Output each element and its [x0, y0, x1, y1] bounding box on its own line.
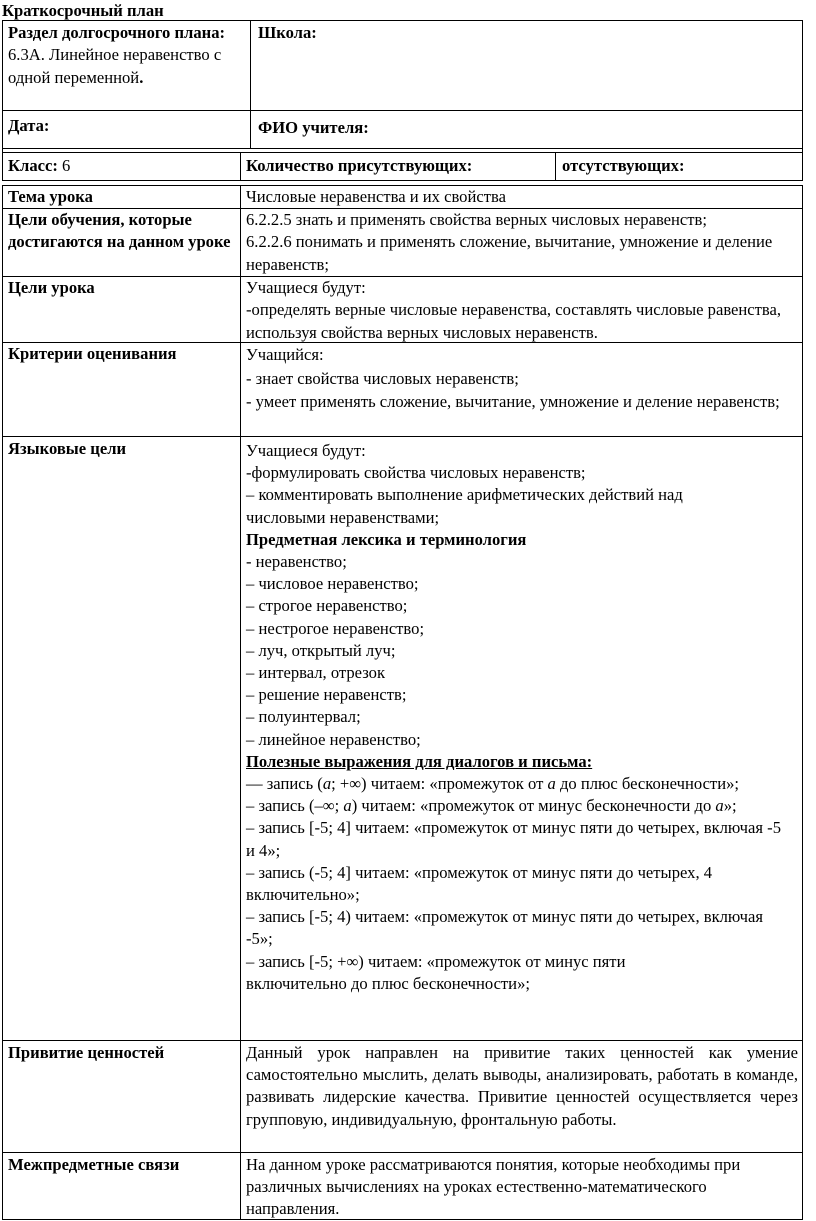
language-goals-label: Языковые цели [8, 439, 127, 458]
lesson-goal-line: Учащиеся будут: [246, 278, 366, 297]
criteria-line: Учащийся: [246, 345, 324, 364]
criteria-line: - знает свойства числовых неравенств; [246, 368, 519, 388]
row-divider [2, 436, 803, 437]
table-border-left [2, 185, 3, 1220]
section-cell [8, 22, 246, 89]
learning-goals-label: Цели обучения, которые достигаются на данном уроке [8, 210, 231, 252]
document-title: Краткосрочный план [2, 1, 164, 20]
phrase-item: — запись (a; +∞) читаем: «промежуток от a до плюс бесконечности»; [246, 774, 739, 794]
table-border-top [2, 20, 803, 21]
table-border-right [802, 20, 803, 180]
language-goal-line: -формулировать свойства числовых неравенств; [246, 463, 586, 483]
absent-label: отсутствующих: [562, 156, 685, 175]
language-goal-line: Учащиеся будут: [246, 441, 366, 460]
vocab-item: – луч, открытый луч; [246, 640, 396, 660]
school-label: Школа: [258, 23, 317, 42]
criteria-value [246, 343, 786, 414]
class-cell [8, 155, 238, 177]
vocab-heading: Предметная лексика и терминология [246, 529, 527, 549]
values-label: Привитие ценностей [8, 1043, 165, 1062]
vocab-item: – строгое неравенство; [246, 596, 408, 616]
learning-goal-item: 6.2.2.5 знать и применять свойства верных числовых неравенств; [246, 210, 707, 229]
phrase-item: – запись (–∞; a) читаем: «промежуток от минус бесконечности до a»; [246, 796, 737, 816]
vocab-item: - неравенство; [246, 552, 347, 572]
topic-value: Числовые неравенства и их свойства [246, 187, 506, 206]
cross-subject-text: На данном уроке рассматриваются понятия, которые необходимы при различных вычислениях на уроках естественно-математического направления. [246, 1155, 741, 1218]
column-divider [555, 152, 556, 180]
class-value: 6 [57, 156, 71, 175]
phrase-item: – запись [-5; +∞) читаем: «промежуток от минус пяти включительно до плюс бесконечности»; [246, 951, 626, 993]
section-end: . [139, 67, 144, 87]
column-divider [240, 152, 241, 180]
cross-subject-label: Межпредметные связи [8, 1155, 180, 1174]
section-value: 6.3А. Линейное неравенство с одной переменной [8, 45, 222, 87]
lesson-goals-value [246, 277, 786, 344]
section-label: Раздел долгосрочного плана: [8, 23, 226, 42]
phrase-item: – запись [-5; 4] читаем: «промежуток от минус пяти до четырех, включая -5 и 4»; [246, 818, 781, 860]
vocab-item: – нестрогое неравенство; [246, 618, 425, 638]
row-divider [2, 110, 803, 111]
date-label: Дата: [8, 116, 50, 135]
criteria-line: - умеет применять сложение, вычитание, умножение и деление неравенств; [246, 392, 780, 411]
language-goal-line: – комментировать выполнение арифметических действий над числовыми неравенствами; [246, 485, 683, 527]
teacher-label: ФИО учителя: [258, 118, 369, 137]
criteria-label: Критерии оценивания [8, 344, 177, 363]
present-label: Количество присутствующих: [246, 156, 473, 175]
table-border-left [2, 20, 3, 180]
row-divider [2, 180, 803, 181]
vocab-item: – числовое неравенство; [246, 574, 419, 594]
lesson-goal-line: -определять верные числовые неравенства, составлять числовые равенства, используя свойства верных числовых неравенств. [246, 300, 782, 342]
topic-label: Тема урока [8, 187, 93, 206]
lesson-goals-label: Цели урока [8, 278, 95, 297]
row-divider [2, 152, 803, 153]
vocab-item: – полуинтервал; [246, 707, 361, 727]
phrase-item: – запись (-5; 4] читаем: «промежуток от минус пяти до четырех, 4 включительно»; [246, 862, 713, 905]
row-divider [2, 148, 803, 149]
vocab-item: – решение неравенств; [246, 685, 407, 705]
column-divider [250, 20, 251, 148]
vocab-item: – интервал, отрезок [246, 663, 386, 683]
learning-goals-value [246, 209, 802, 276]
values-text: Данный урок направлен на привитие таких ценностей как умение самостоятельно мыслить, делать выводы, анализировать, работать в команде, развивать лидерские качества. Привитие ценностей осуществляется через групповую, индивидуальную, фронтальную работы. [246, 1043, 798, 1129]
column-divider [240, 185, 241, 1220]
phrase-item: – запись [-5; 4) читаем: «промежуток от минус пяти до четырех, включая -5»; [246, 907, 764, 949]
vocab-item: – линейное неравенство; [246, 729, 421, 749]
row-divider [2, 1040, 803, 1041]
learning-goal-item: 6.2.2.6 понимать и применять сложение, вычитание, умножение и деление неравенств; [246, 232, 773, 274]
class-label: Класс: [8, 156, 58, 175]
phrases-heading: Полезные выражения для диалогов и письма: [246, 751, 593, 771]
language-goals-value [246, 440, 798, 995]
row-divider [2, 1152, 803, 1153]
table-border-right [802, 185, 803, 1220]
